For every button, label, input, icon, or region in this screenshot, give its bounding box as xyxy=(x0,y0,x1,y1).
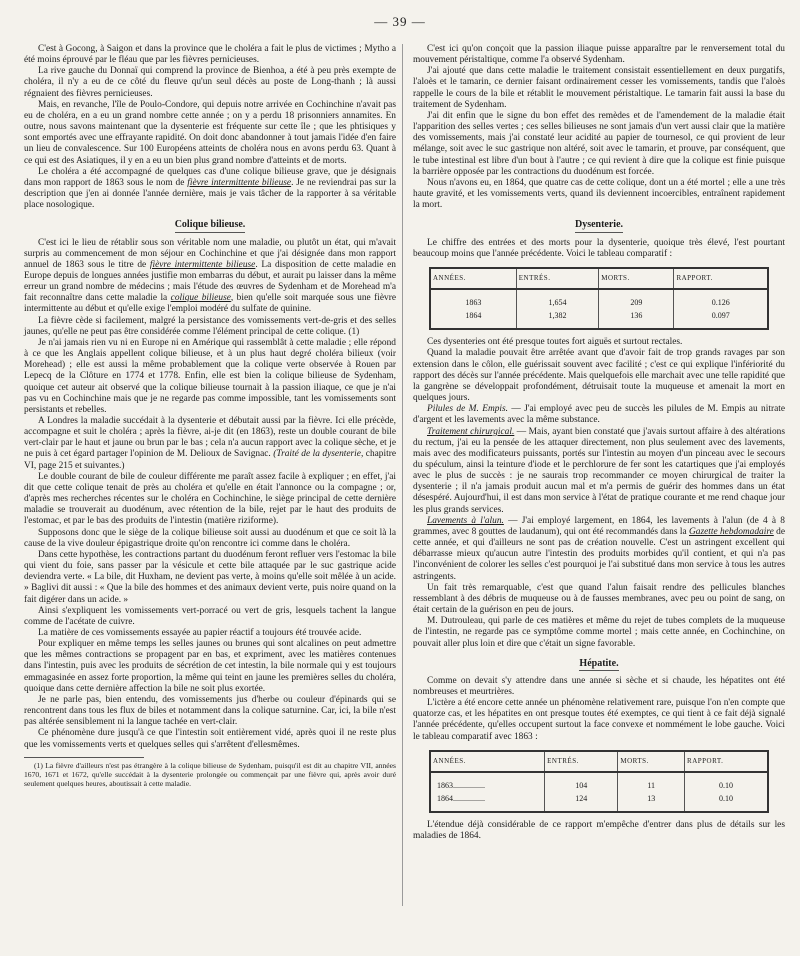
table-cell: 209 xyxy=(599,289,674,309)
footnote-rule xyxy=(24,757,144,758)
section-heading xyxy=(413,219,785,232)
italic-run-in-heading: Pilules de M. Empis. xyxy=(427,404,509,415)
paragraph: Dans cette hypothèse, les contractions partant du duodénum feront refluer vers l'estomac la bile qui vient du foie, sans passer par la vésicule et cette bile attaquée par le suc gastrique acide deviendra verte. « La bile, dit Huxham, ne devient pas verte, à moins qu'elle soit mêlée à un acide. » Baglivi dit aussi : « Que la bile des hommes et des animaux devient verte, puis noire quand on la fait digérer dans un acide. » xyxy=(24,549,396,605)
text-run: . Je ne reviendrai pas sur la description que j'en ai donnée l'année dernière, mais je vais tâcher de la rapporter à sa véritable place nosologique. xyxy=(24,177,396,211)
dysentery-table xyxy=(429,267,769,330)
column-header: RAPPORT. xyxy=(674,268,768,289)
paragraph xyxy=(413,516,785,583)
italic-run-in-heading: Traitement chirurgical. xyxy=(427,426,515,437)
table-row xyxy=(430,772,768,792)
table-cell: 11 xyxy=(618,772,685,792)
paragraph: Quand la maladie pouvait être arrêtée avant que d'avoir fait de trop grands ravages par son extension dans le côlon, elle guérissait souvent avec facilité ; c'est ce qui explique l'infériorité du rapport des décès sur l'année précédente. Mais quelquefois elle marchait avec une telle rapidité que la gangrène se développait profondément, détruisait toute la muqueuse et amenait la mort en quelques jours. xyxy=(413,348,785,404)
paragraph: J'ai dit enfin que le signe du bon effet des remèdes et de l'amendement de la maladie était l'apparition des selles vertes ; ces selles bilieuses ne sont jamais d'un vert aussi clair que la matière des vomissements, mais j'ai constaté leur acidité au papier de tournesol, ce qui provient de leur mélange, soit avec le suc gastrique non altéré, soit avec le tamarin, et prouve, par conséquent, que le tube intestinal est libre d'un bout à l'autre ; ce qui revient à dire que la colique est finie puisque la barrière opposée par les contractions du duodénum est forcée. xyxy=(413,110,785,177)
section-heading xyxy=(24,219,396,232)
table-cell: 0.097 xyxy=(674,309,768,329)
column-header: MORTS. xyxy=(618,751,685,772)
italic-term: fièvre intermittente bilieuse xyxy=(187,177,292,188)
paragraph: La rive gauche du Donnaï qui comprend la province de Bienhoa, a été à peu près exempte de choléra, il n'y a eu de ce côté du fleuve qu'un seul décès au poste de Long-thanh ; là aussi régnaient des fièvres pernicieuses. xyxy=(24,66,396,99)
right-column xyxy=(413,44,785,843)
text-run: A Londres la maladie succédait à la dysenterie et débutait aussi par la fièvre. Ici elle précède, accompagne et suit le choléra ; après la fièvre, ai-je dit (en 1863), reste un double courant de bile vert-clair par le haut et jaune ou brun par le bas ; cela n'a aucun rapport avec la colique sèche, et je ne puis à cet égard partager l'opinion de M. Delioux de Savignac. xyxy=(24,416,396,460)
text-run: chapitre VI, page 215 et suivantes.) xyxy=(24,449,396,471)
paragraph: Pour expliquer en même temps les selles jaunes ou brunes qui sont alcalines on peut admettre que les mêmes contractions se propagent par en bas, et expriment, avec les matières contenues dans l'intestin, puis avec les produits de sécrétion de cet intestin, la bile normale qui y est toujours emmagasinée en assez forte proportion, la même qui teint en jaune les premières selles du choléra, quoique dans cette dernière affection la bile ne soit plus exortée. xyxy=(24,639,396,694)
table-row xyxy=(430,309,768,329)
left-column xyxy=(24,44,396,788)
column-header: ANNÉES. xyxy=(430,751,545,772)
table-cell: 1,654 xyxy=(516,289,599,309)
paragraph: Supposons donc que le siège de la colique bilieuse soit aussi au duodénum et que ce soit là la cause de la vive douleur épigastrique droite qu'on rencontre ici comme dans le choléra. xyxy=(24,527,396,549)
table-row xyxy=(430,289,768,309)
paragraph xyxy=(24,167,396,212)
italic-run-in-heading: Lavements à l'alun. xyxy=(427,515,504,526)
heading-dysenterie: Dysenterie. xyxy=(575,219,623,232)
paragraph: M. Dutrouleau, qui parle de ces matières et même du rejet de tubes complets de la muqueuse de l'intestin, ne regarde pas ce symptôme comme mortel ; mais cette année, en Cochinchine, on pouvait aller plus loin et dire que c'était un signe favorable. xyxy=(413,616,785,649)
column-header: ENTRÉS. xyxy=(545,751,618,772)
paragraph: J'ai ajouté que dans cette maladie le traitement consistait essentiellement en deux purgatifs, l'aloès et le tamarin, ce dernier faisant ordinairement cesser les vomissements, tandis que l'aloès rappelle le cours de la bile et rétablit le mouvement péristaltique. Le tamarin fait aussi la base du traitement de Sydenham. xyxy=(413,66,785,110)
heading-hepatite: Hépatite. xyxy=(579,658,618,671)
paragraph: C'est ici qu'on conçoit que la passion iliaque puisse apparaître par le renversement total du mouvement péristaltique, comme l'a observé Sydenham. xyxy=(413,44,785,66)
table-cell: 1864................ xyxy=(437,794,485,804)
italic-term: Gazette hebdomadaire xyxy=(688,526,774,537)
paragraph: L'ictère a été encore cette année un phénomène relativement rare, puisque l'on n'en compte que quatorze cas, et les hépatites en ont presque toutes été exemptes, ce qui tient à ce fait déjà signalé l'année précédente, qu'elles occupent surtout la face convexe et nommément le lobe gauche. Voici le tableau comparatif avec 1863 : xyxy=(413,698,785,742)
paragraph: Le chiffre des entrées et des morts pour la dysenterie, quoique très élevé, l'est pourtant beaucoup moins que l'année précédente. Voici le tableau comparatif : xyxy=(413,237,785,259)
table-cell: 1,382 xyxy=(516,309,599,329)
paragraph: Je ne parle pas, bien entendu, des vomissements jus d'herbe ou couleur d'épinards qui se rencontrent dans tous les flux de biles et notamment dans la colique saturnine. Car, ici, la bile n'est pas altérée sensiblement ni la langue tachée en vert-clair. xyxy=(24,694,396,728)
table-header-row xyxy=(430,268,768,289)
paragraph: Je n'ai jamais rien vu ni en Europe ni en Amérique qui rassemblât à cette maladie ; elle répond à ce que les Anglais appellent colique bilieuse, et à un plus haut degré choléra bilieux (voir Morehead) ; elle est aussi la même probablement que la colique verte observée à Rouen par Lepecq de la Clôture en 1774 et 1778. Enfin, elle est bien la colique bilieuse de Sydenham, quoique cet auteur ait observé que la colique bilieuse tournait à la passion iliaque, ce que je n'ai pas vu en Cochinchine mais que je ne regarde pas comme impossible, tant les vomissements sont persistants et rebelles. xyxy=(24,337,396,415)
paragraph xyxy=(413,404,785,426)
page-number: — 39 — xyxy=(374,14,426,29)
paragraph xyxy=(24,416,396,472)
column-divider xyxy=(402,44,403,906)
table-cell: 1863................ xyxy=(437,780,485,790)
paragraph: La matière de ces vomissements essayée au papier réactif a toujours été trouvée acide. xyxy=(38,627,362,638)
table-cell: 136 xyxy=(599,309,674,329)
paragraph: Ces dysenteries ont été presque toutes fort aiguës et surtout rectales. xyxy=(427,337,683,348)
italic-citation: (Traité de la dysenterie, xyxy=(273,449,364,460)
paragraph: Comme on devait s'y attendre dans une année si sèche et si chaude, les hépatites ont été nombreuses et meurtrières. xyxy=(413,675,785,697)
table-row xyxy=(430,792,768,812)
paragraph: La fièvre cède si facilement, malgré la persistance des vomissements vert-de-gris et des selles jaunes, qu'elle ne peut pas être considérée comme l'élément principal de cette colique. (1) xyxy=(24,315,396,337)
text-run: C'est ici le lieu de rétablir sous son véritable nom une maladie, ou plutôt un état, qui m'avait surpris au commencement de mon séjour en Cochinchine et que j'ai désignée dans mon rapport annuel de 1863 sous le titre de xyxy=(24,237,396,270)
footnote: (1) La fièvre d'ailleurs n'est pas étrangère à la colique bilieuse de Sydenham, puisqu'il est dit au chapitre VII, années 1670, 1671 et 1672, qu'elle succédait à la dysenterie prolongée ou commençait par une fièvre qui, après avoir duré seulement quelques heures, aboutissait à cette maladie. xyxy=(24,760,396,788)
text-run: — Mais, ayant bien constaté que j'avais surtout affaire à des altérations du rectum, j'ai eu la pensée de les attaquer directement, non plus seulement avec des lavements, mais avec des modificateurs puissants, portés sur l'intestin au moyen d'un pinceau avec le secours du spéculum, ainsi la teinture d'iode et le perchlorure de fer sont les catartiques que j'ai employés avec le plus de succès : je ne saurais trop recommander ce moyen chirurgical de traiter la dysenterie ; il n'a jamais produit aucun mal et m'a permis de guérir des hommes dans un état désespéré. Aujourd'hui, il est dans mon service à l'état de pratique courante et me rend chaque jour les plus grands services. xyxy=(413,426,785,515)
paragraph: Le double courant de bile de couleur différente me paraît assez facile à expliquer ; en effet, j'ai dit que cette colique tenait de près au choléra et qu'elle en était l'annonce ou la compagne ; or, d'après mes recherches récentes sur le choléra en Cochinchine, le siège principal de cette dernière maladie se trouverait au duodénum, avec rétention de la bile, rejet par le haut des produits de l'estomac, et par le bas des produits de l'intestin (matière riziforme). xyxy=(24,471,396,527)
paragraph: C'est à Gocong, à Saigon et dans la province que le choléra a fait le plus de victimes ; Mytho a été moins éprouvé par le fléau que par les fièvres pernicieuses. xyxy=(24,44,396,66)
table-cell: 13 xyxy=(618,792,685,812)
paragraph xyxy=(24,238,396,316)
table-cell: 1864 xyxy=(465,311,482,321)
paragraph xyxy=(413,427,785,516)
heading-colique-bilieuse: Colique bilieuse. xyxy=(175,219,246,232)
section-heading xyxy=(413,658,785,671)
table-cell: 124 xyxy=(545,792,618,812)
table-cell: 0.126 xyxy=(674,289,768,309)
paragraph: Ainsi s'expliquent les vomissements vert-porracé ou vert de gris, lesquels tachent la langue comme de l'acétate de cuivre. xyxy=(24,605,396,627)
text-run: , bien qu'elle soit marquée sous une fièvre intermittente au début et qu'elle exige l'emploi modéré du sulfate de quinine. xyxy=(24,293,397,315)
paragraph: Un fait très remarquable, c'est que quand l'alun faisait rendre des pellicules blanches ressemblant à des débris de muqueuse ou à de fausses membranes, avec peu ou point de sang, on était certain de la guérison en peu de jours. xyxy=(413,582,785,616)
italic-term: fièvre intermittente bilieuse xyxy=(149,259,256,270)
paragraph: Nous n'avons eu, en 1864, que quatre cas de cette colique, dont un a été mortel ; elle a une très haute gravité, et les vomissements verts, quand ils deviennent incoercibles, entraînent rapidement la mort. xyxy=(413,177,785,211)
text-run: — J'ai employé avec peu de succès les pilules de M. Empis au nitrate d'argent et les lavements avec la même substance. xyxy=(413,404,785,426)
italic-term: colique bilieuse xyxy=(170,293,231,304)
paragraph: Mais, en revanche, l'île de Poulo-Condore, qui depuis notre arrivée en Cochinchine n'avait pas eu de choléra, en a eu un grand nombre cette année ; on y a perdu 18 prisonniers annamites. En outre, nous savons maintenant que la dysenterie est fréquente sur cette île ; que les phtisiques y sont emportés avec une effrayante rapidité. On doit donc abandonner à tout jamais l'idée d'en faire un lieu de convalescence. Sur 100 Européens atteints de choléra nous en avons perdu 63. Quant à ce qui est des Asiatiques, il y en a eu un bien plus grand nombre d'atteints et de morts. xyxy=(24,99,396,166)
text-run: . La disposition de cette maladie en Europe depuis de longues années justifie mon embarras du début, et aurait pu laisser dans la même erreur un grand nombre de médecins ; mais l'étude des œuvres de Sydenham et de Morehead m'a fait reconnaître dans cette maladie la xyxy=(24,259,396,304)
column-header: RAPPORT. xyxy=(685,751,768,772)
text-run: de cette année, et qui d'ailleurs ne sont pas de création nouvelle. C'est un astringent excellent qui débarrasse mieux qu'aucun autre l'intestin des produits morbides qu'il contient, et qui n'a pas l'inconvénient de colorer les selles c'est pourquoi je l'ai substitué dans mon service à tous les autres astringents. xyxy=(413,526,785,582)
column-header: ANNÉES. xyxy=(430,268,516,289)
table-cell: 104 xyxy=(545,772,618,792)
text-run: Le choléra a été accompagné de quelques cas d'une colique bilieuse grave, que je désignais dans mon rapport de 1863 sous le nom de xyxy=(24,166,396,188)
column-header: MORTS. xyxy=(599,268,674,289)
table-cell: 0.10 xyxy=(685,792,768,812)
text-run: — J'ai employé largement, en 1864, les lavements à l'alun (de 4 à 8 grammes, avec 8 gouttes de laudanum), qui ont été recommandés dans la xyxy=(413,515,785,537)
table-header-row xyxy=(430,751,768,772)
column-header: ENTRÉS. xyxy=(516,268,599,289)
paragraph: Ce phénomène dure jusqu'à ce que l'intestin soit entièrement vidé, après quoi il ne reste plus que les vomissements verts et quelques selles qui s'arrêtent d'ellesmêmes. xyxy=(24,728,396,750)
paragraph: L'étendue déjà considérable de ce rapport m'empêche d'entrer dans plus de détails sur les maladies de 1864. xyxy=(413,820,785,842)
hepatitis-table xyxy=(429,750,769,813)
table-cell: 0.10 xyxy=(685,772,768,792)
table-cell: 1863 xyxy=(465,297,482,307)
